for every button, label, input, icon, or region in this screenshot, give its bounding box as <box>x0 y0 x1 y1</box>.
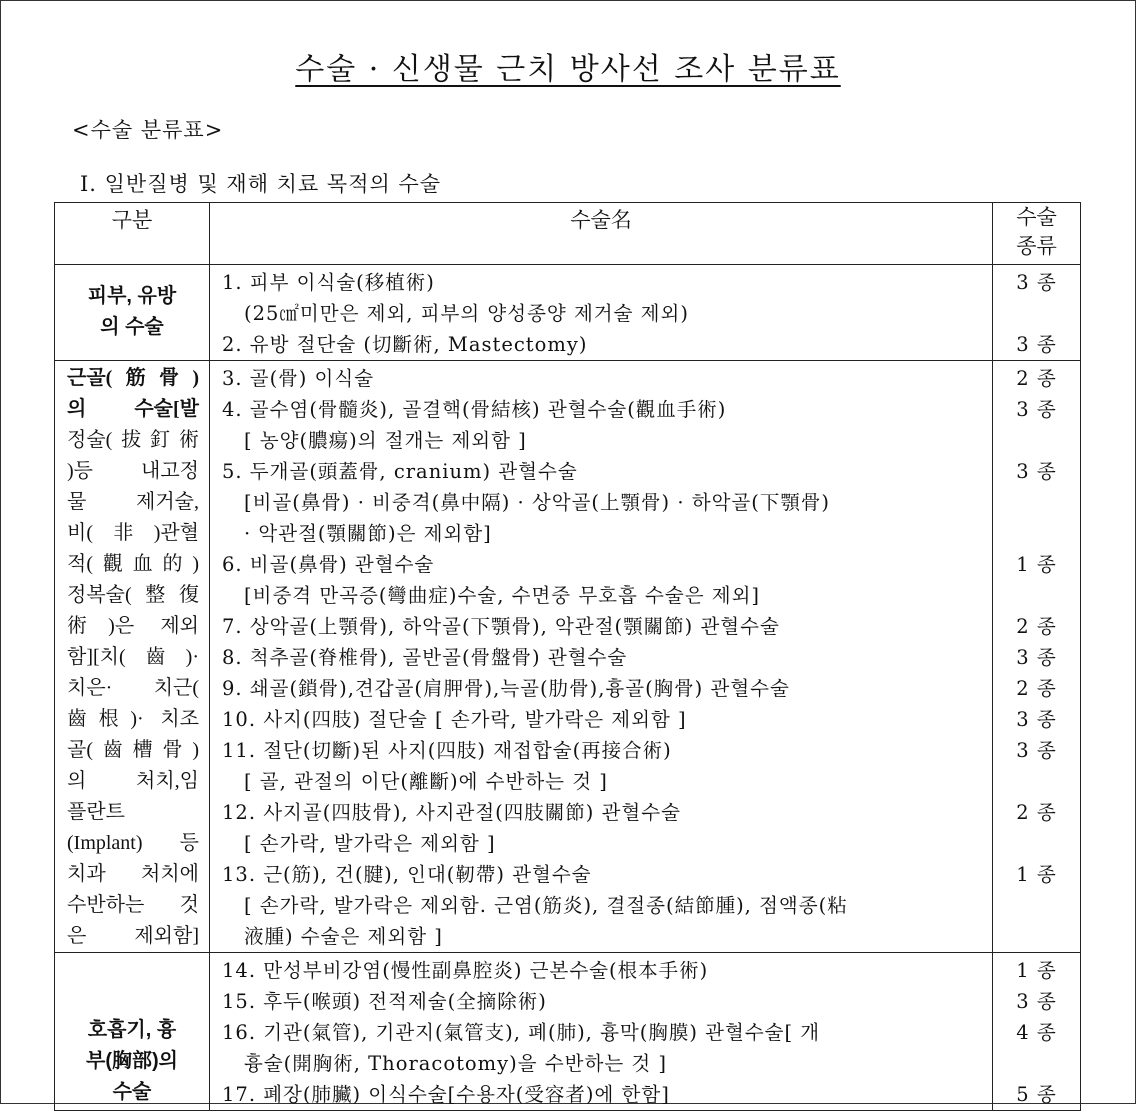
surgery-name-line: 3. 골(骨) 이식술 <box>222 367 375 390</box>
surgery-name-line: 液腫) 수술은 제외함 ] <box>244 925 443 948</box>
surgery-type-count: 2 종 <box>1016 801 1057 824</box>
surgery-type-count <box>993 425 1080 456</box>
surgery-name-line: [ 골, 관절의 이단(離斷)에 수반하는 것 ] <box>244 770 608 793</box>
surgery-name-line: 17. 폐장(肺臟) 이식수술[수용자(受容者)에 한함] <box>222 1083 670 1106</box>
surgery-names-cell <box>210 953 993 1111</box>
surgery-name-line: [ 손가락, 발가락은 제외함 ] <box>244 832 496 855</box>
surgery-type-count: 2 종 <box>1016 367 1057 390</box>
surgery-type-count: 3 종 <box>1016 398 1057 421</box>
surgery-type-count: 3 종 <box>1016 708 1057 731</box>
surgery-type-count: 3 종 <box>1016 739 1057 762</box>
surgery-type-cell <box>993 953 1081 1111</box>
category-line: 은 제외함] <box>67 925 199 947</box>
category-line: 齒根)· 치조 <box>67 708 199 730</box>
header-type <box>993 203 1081 265</box>
category-line: 호흡기, 흉 <box>87 1019 177 1041</box>
table-row <box>55 953 1081 1111</box>
category-line: 물 제거술, <box>67 491 199 513</box>
surgery-name-line: 흉술(開胸術, Thoracotomy)을 수반하는 것 ] <box>244 1052 668 1075</box>
category-line: (Implant) 등 <box>67 832 199 854</box>
category-line: 골(齒槽骨) <box>67 739 199 761</box>
category-line: 術)은 제외 <box>67 615 199 637</box>
category-line: 치과 처치에 <box>67 863 199 885</box>
surgery-type-count: 3 종 <box>1016 460 1057 483</box>
category-line: 비(非)관혈 <box>67 522 199 544</box>
surgery-type-count: 3 종 <box>1016 646 1057 669</box>
surgery-name-line: (25㎠미만은 제외, 피부의 양성종양 제거술 제외) <box>244 302 689 325</box>
surgery-type-count: 5 종 <box>1016 1083 1057 1106</box>
category-line: 적(觀血的) <box>67 553 199 575</box>
surgery-name-line: 7. 상악골(上顎骨), 하악골(下顎骨), 악관절(顎關節) 관혈수술 <box>222 615 780 638</box>
category-line: 수술 <box>112 1081 152 1103</box>
surgery-type-count <box>993 921 1080 952</box>
surgery-name-line: [비골(鼻骨) · 비중격(鼻中隔) · 상악골(上顎骨) · 하악골(下顎骨) <box>244 491 830 514</box>
header-category: 구분 <box>55 203 210 265</box>
category-cell <box>55 265 210 361</box>
header-type-line2: 종류 <box>1016 234 1057 258</box>
surgery-type-count: 1 종 <box>1016 553 1057 576</box>
header-type-line1: 수술 <box>1016 205 1057 229</box>
surgery-names-cell <box>210 361 993 953</box>
surgery-name-line: 12. 사지골(四肢骨), 사지관절(四肢關節) 관혈수술 <box>222 801 681 824</box>
surgery-type-count <box>993 890 1080 921</box>
section-heading: Ⅰ. 일반질병 및 재해 치료 목적의 수술 <box>80 172 442 196</box>
surgery-type-count <box>993 518 1080 549</box>
surgery-name-line: 5. 두개골(頭蓋骨, cranium) 관혈수술 <box>222 460 578 483</box>
surgery-type-count <box>993 580 1080 611</box>
table-row <box>55 265 1081 361</box>
category-cell <box>55 361 210 953</box>
surgery-type-count <box>993 828 1080 859</box>
category-line: 의 수술 <box>100 316 164 338</box>
surgery-type-count: 2 종 <box>1016 615 1057 638</box>
surgery-name-line: [ 손가락, 발가락은 제외함. 근염(筋炎), 결절종(結節腫), 점액종(粘 <box>244 894 848 917</box>
surgery-type-cell <box>993 361 1081 953</box>
surgery-type-count: 1 종 <box>1016 863 1057 886</box>
surgery-name-line: 2. 유방 절단술 (切斷術, Mastectomy) <box>222 333 588 356</box>
category-line: 수반하는 것 <box>67 894 199 916</box>
surgery-name-line: 11. 절단(切斷)된 사지(四肢) 재접합술(再接合術) <box>222 739 672 762</box>
category-line: 피부, 유방 <box>87 285 177 307</box>
surgery-name-line: 16. 기관(氣管), 기관지(氣管支), 폐(肺), 흉막(胸膜) 관혈수술[ 개 <box>222 1021 821 1044</box>
surgery-classification-table <box>54 202 1081 1111</box>
surgery-name-line: 10. 사지(四肢) 절단술 [ 손가락, 발가락은 제외함 ] <box>222 708 687 731</box>
category-line: )등 내고정 <box>67 460 199 482</box>
surgery-type-count: 1 종 <box>1016 959 1057 982</box>
surgery-type-count: 3 종 <box>1016 990 1057 1013</box>
surgery-type-count: 3 종 <box>1016 271 1057 294</box>
subtitle: <수술 분류표> <box>72 118 224 142</box>
surgery-type-count <box>993 298 1080 329</box>
surgery-type-count <box>993 766 1080 797</box>
surgery-name-line: 15. 후두(喉頭) 전적제술(全摘除術) <box>222 990 547 1013</box>
surgery-name-line: 13. 근(筋), 건(腱), 인대(靭帶) 관혈수술 <box>222 863 592 886</box>
surgery-name-line: 1. 피부 이식술(移植術) <box>222 271 435 294</box>
surgery-type-cell <box>993 265 1081 361</box>
surgery-type-count <box>993 487 1080 518</box>
table-body <box>55 265 1081 1111</box>
surgery-type-count: 3 종 <box>1016 333 1057 356</box>
surgery-name-line: · 악관절(顎關節)은 제외함] <box>244 522 492 545</box>
surgery-type-count <box>993 1048 1080 1079</box>
category-line: 정복술(整復 <box>67 584 199 606</box>
category-cell <box>55 953 210 1111</box>
surgery-name-line: 6. 비골(鼻骨) 관혈수술 <box>222 553 435 576</box>
surgery-name-line: 8. 척추골(脊椎骨), 골반골(骨盤骨) 관혈수술 <box>222 646 628 669</box>
surgery-names-cell <box>210 265 993 361</box>
category-line: 의 처치,임 <box>67 770 199 792</box>
surgery-name-line: 14. 만성부비강염(慢性副鼻腔炎) 근본수술(根本手術) <box>222 959 709 982</box>
surgery-name-line: 9. 쇄골(鎖骨),견갑골(肩胛骨),늑골(肋骨),흉골(胸骨) 관혈수술 <box>222 677 790 700</box>
category-line: 함][치(齒)· <box>67 646 199 668</box>
surgery-name-line: 4. 골수염(骨髓炎), 골결핵(骨結核) 관혈수술(觀血手術) <box>222 398 727 421</box>
header-name: 수술名 <box>210 203 993 265</box>
category-line: 부(胸部)의 <box>86 1050 178 1072</box>
category-line: 정술(拔釘術 <box>67 429 199 451</box>
category-line: 근골(筋骨) <box>67 367 199 389</box>
document-title: 수술 · 신생물 근치 방사선 조사 분류표 <box>295 52 841 87</box>
surgery-type-count: 4 종 <box>1016 1021 1057 1044</box>
category-line: 의 수술[발 <box>67 398 199 420</box>
category-line: 치은· 치근( <box>67 677 199 699</box>
category-line: 플란트 <box>67 801 125 823</box>
surgery-name-line: [비중격 만곡증(彎曲症)수술, 수면중 무호흡 수술은 제외] <box>244 584 761 607</box>
surgery-name-line: [ 농양(膿瘍)의 절개는 제외함 ] <box>244 429 527 452</box>
surgery-type-count: 2 종 <box>1016 677 1057 700</box>
table-row <box>55 361 1081 953</box>
